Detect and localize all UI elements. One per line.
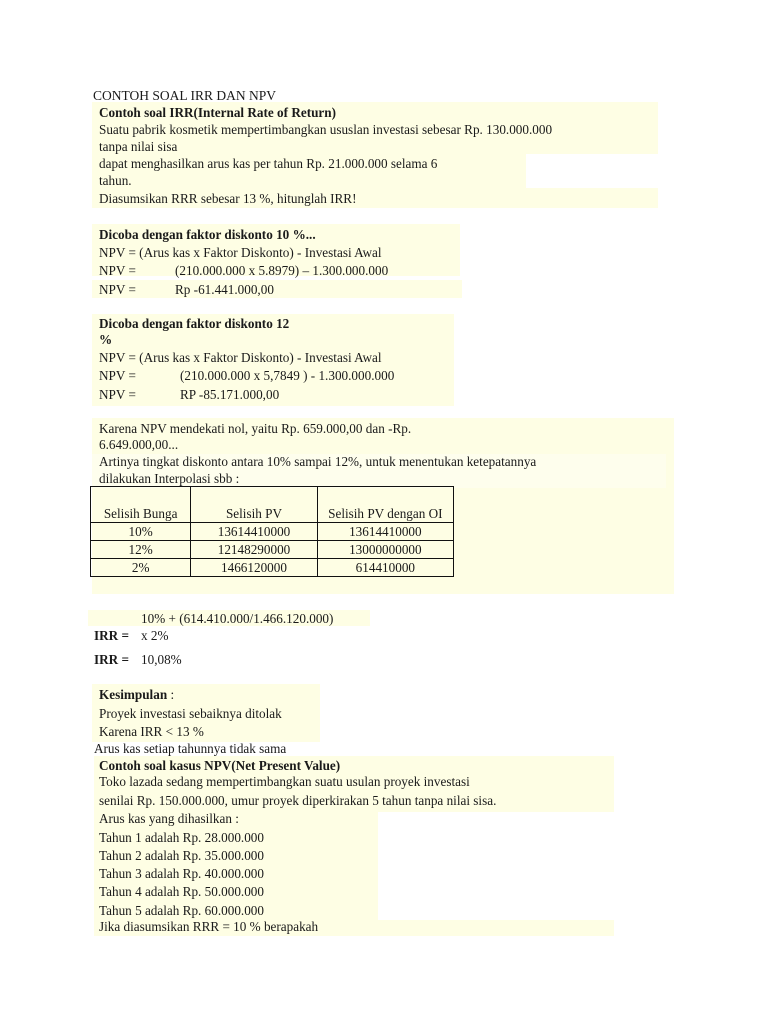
- trial-12-result-label: NPV =: [99, 387, 136, 402]
- table-cell: 12148290000: [191, 541, 317, 559]
- irr-problem-line: Suatu pabrik kosmetik mempertimbangkan ususlan investasi sebesar Rp. 130.000.000: [99, 122, 553, 137]
- table-cell: 12%: [91, 541, 191, 559]
- trial-12-result: RP -85.171.000,00: [180, 387, 280, 402]
- irr-section-heading: Contoh soal IRR(Internal Rate of Return): [99, 105, 336, 120]
- npv-year-line: Tahun 1 adalah Rp. 28.000.000: [99, 830, 264, 845]
- interpolation-line: dilakukan Interpolasi sbb :: [99, 471, 240, 486]
- table-cell: 614410000: [317, 559, 453, 577]
- trial-10-heading: Dicoba dengan faktor diskonto 10 %...: [99, 227, 316, 242]
- table-row: [91, 559, 454, 577]
- npv-section-heading: Contoh soal kasus NPV(Net Present Value): [99, 758, 341, 773]
- table-cell: 13614410000: [317, 523, 453, 541]
- table-header-cell: Selisih Bunga: [91, 487, 191, 523]
- npv-year-line: Tahun 5 adalah Rp. 60.000.000: [99, 903, 264, 918]
- interpolation-line: Karena NPV mendekati nol, yaitu Rp. 659.000,00 dan -Rp.: [99, 421, 412, 436]
- table-cell: 10%: [91, 523, 191, 541]
- table-header-cell: Selisih PV dengan OI: [317, 487, 453, 523]
- irr-formula: 10% + (614.410.000/1.466.120.000): [141, 611, 334, 626]
- table-cell: 13614410000: [191, 523, 317, 541]
- conclusion-heading-text: Kesimpulan: [99, 687, 168, 702]
- npv-year-line: Tahun 4 adalah Rp. 50.000.000: [99, 884, 264, 899]
- npv-problem-line: Toko lazada sedang mempertimbangkan suatu usulan proyek investasi: [99, 774, 470, 789]
- trial-10-result-label: NPV =: [99, 282, 136, 297]
- trial-12-calc: (210.000.000 x 5,7849 ) - 1.300.000.000: [180, 368, 395, 383]
- trial-12-heading-cont: %: [99, 332, 113, 347]
- trial-10-formula: NPV = (Arus kas x Faktor Diskonto) - Investasi Awal: [99, 245, 382, 260]
- irr-line2-value: 10,08%: [141, 652, 182, 667]
- highlight-block: [92, 280, 462, 298]
- npv-question: Jika diasumsikan RRR = 10 % berapakah: [99, 919, 319, 934]
- conclusion-line: Proyek investasi sebaiknya ditolak: [99, 706, 282, 721]
- irr-line1-value: x 2%: [141, 628, 169, 643]
- trial-12-heading: Dicoba dengan faktor diskonto 12: [99, 316, 290, 331]
- table-cell: 1466120000: [191, 559, 317, 577]
- irr-line2-label: IRR =: [94, 652, 129, 667]
- irr-problem-line: tahun.: [99, 173, 132, 188]
- npv-intro: Arus kas setiap tahunnya tidak sama: [94, 741, 287, 756]
- table-header-cell: Selisih PV: [191, 487, 317, 523]
- trial-10-calc: (210.000.000 x 5.8979) – 1.300.000.000: [175, 263, 389, 278]
- npv-year-line: Tahun 3 adalah Rp. 40.000.000: [99, 866, 264, 881]
- table-cell: 13000000000: [317, 541, 453, 559]
- table-row: [91, 541, 454, 559]
- trial-12-formula: NPV = (Arus kas x Faktor Diskonto) - Investasi Awal: [99, 350, 382, 365]
- npv-year-line: Tahun 2 adalah Rp. 35.000.000: [99, 848, 264, 863]
- trial-10-calc-label: NPV =: [99, 263, 136, 278]
- npv-problem-line: Arus kas yang dihasilkan :: [99, 811, 239, 826]
- table-row: [91, 523, 454, 541]
- conclusion-heading-colon: :: [167, 687, 175, 702]
- npv-problem-line: senilai Rp. 150.000.000, umur proyek diperkirakan 5 tahun tanpa nilai sisa.: [99, 793, 497, 808]
- trial-12-calc-label: NPV =: [99, 368, 136, 383]
- irr-problem-line: Diasumsikan RRR sebesar 13 %, hitunglah IRR!: [99, 191, 357, 206]
- table-header-row: [91, 487, 454, 523]
- table-cell: 2%: [91, 559, 191, 577]
- conclusion-heading: [99, 686, 174, 704]
- conclusion-line: Karena IRR < 13 %: [99, 724, 204, 739]
- interpolation-line: 6.649.000,00...: [99, 437, 179, 452]
- irr-problem-line: tanpa nilai sisa: [99, 139, 178, 154]
- irr-problem-line: dapat menghasilkan arus kas per tahun Rp. 21.000.000 selama 6: [99, 156, 438, 171]
- document-title: CONTOH SOAL IRR DAN NPV: [93, 88, 277, 103]
- irr-line1-label: IRR =: [94, 628, 129, 643]
- trial-10-result: Rp -61.441.000,00: [175, 282, 274, 297]
- interpolation-line: Artinya tingkat diskonto antara 10% sampai 12%, untuk menentukan ketepatannya: [99, 454, 537, 469]
- interpolation-table: [90, 486, 454, 577]
